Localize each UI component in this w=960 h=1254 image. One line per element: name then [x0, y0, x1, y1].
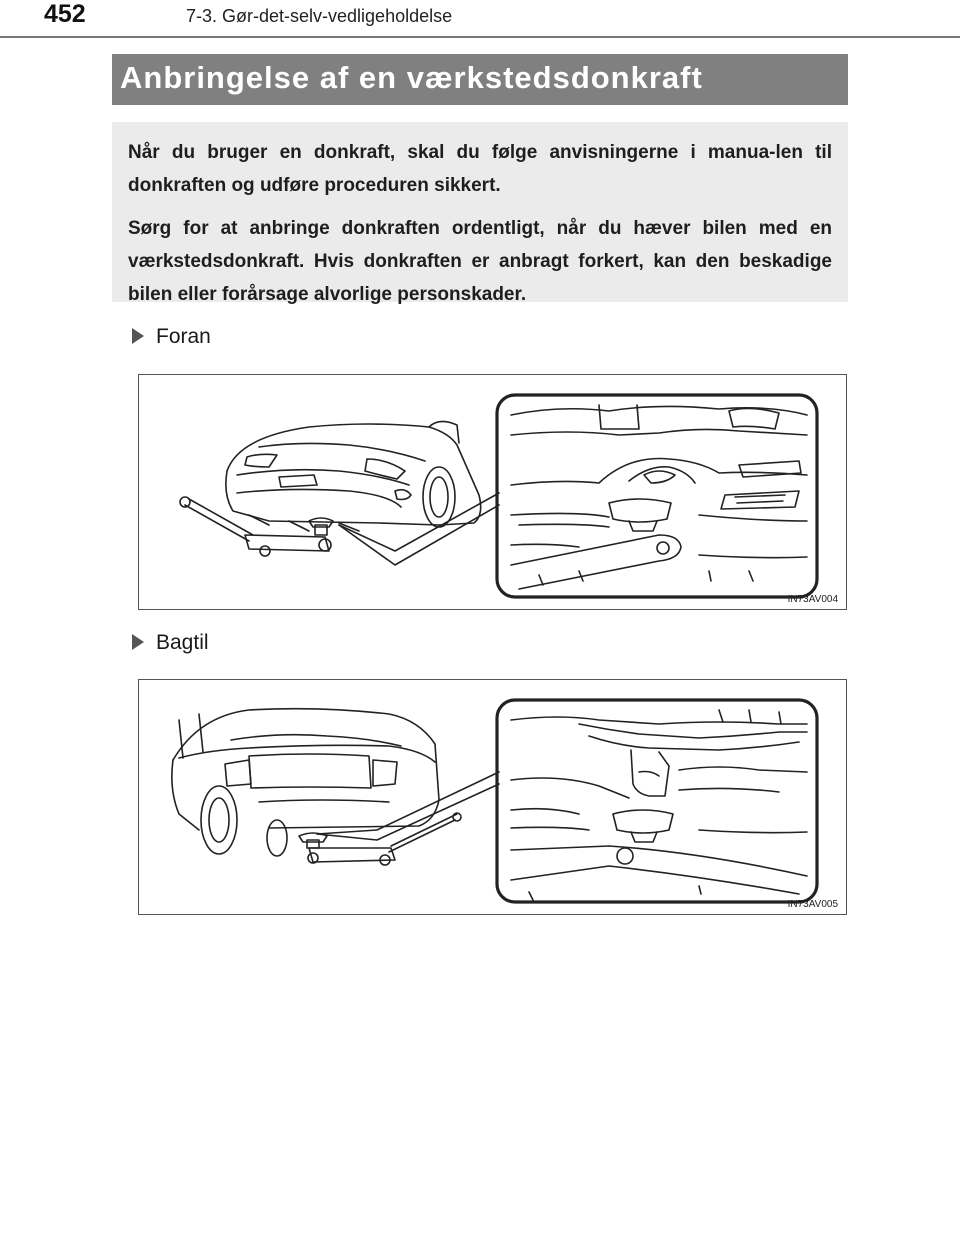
figure-code: IN73AV004 [787, 594, 838, 605]
page-header [0, 0, 960, 40]
section-title: 7-3. Gør-det-selv-vedligeholdelse [186, 6, 453, 26]
notice-box [112, 122, 848, 305]
subheading-label: Foran [156, 325, 211, 348]
title-bar [112, 54, 848, 105]
rear-jack-illustration [139, 680, 848, 916]
figure-front-jacking [138, 374, 847, 610]
triangle-bullet-icon [132, 634, 144, 650]
figure-rear-jacking [138, 679, 847, 915]
page-title: Anbringelse af en værkstedsdonkraft [120, 60, 703, 95]
subheading-rear [132, 631, 209, 657]
triangle-bullet-icon [132, 328, 144, 344]
page-number: 452 [44, 0, 86, 28]
header-rule [0, 36, 960, 38]
figure-code: IN73AV005 [787, 899, 838, 910]
front-jack-illustration [139, 375, 848, 611]
notice-paragraph: Sørg for at anbringe donkraften ordentligt, når du hæver bilen med en værkstedsdonkraft. Hvis donkraften er anbragt forkert, kan den beskadige bilen eller forårsage alvorlige personskader. [128, 218, 832, 305]
subheading-label: Bagtil [156, 631, 209, 654]
notice-paragraph: Når du bruger en donkraft, skal du følge anvisningerne i manua-len til donkraften og udføre proceduren sikkert. [128, 142, 832, 196]
subheading-front [132, 325, 211, 351]
